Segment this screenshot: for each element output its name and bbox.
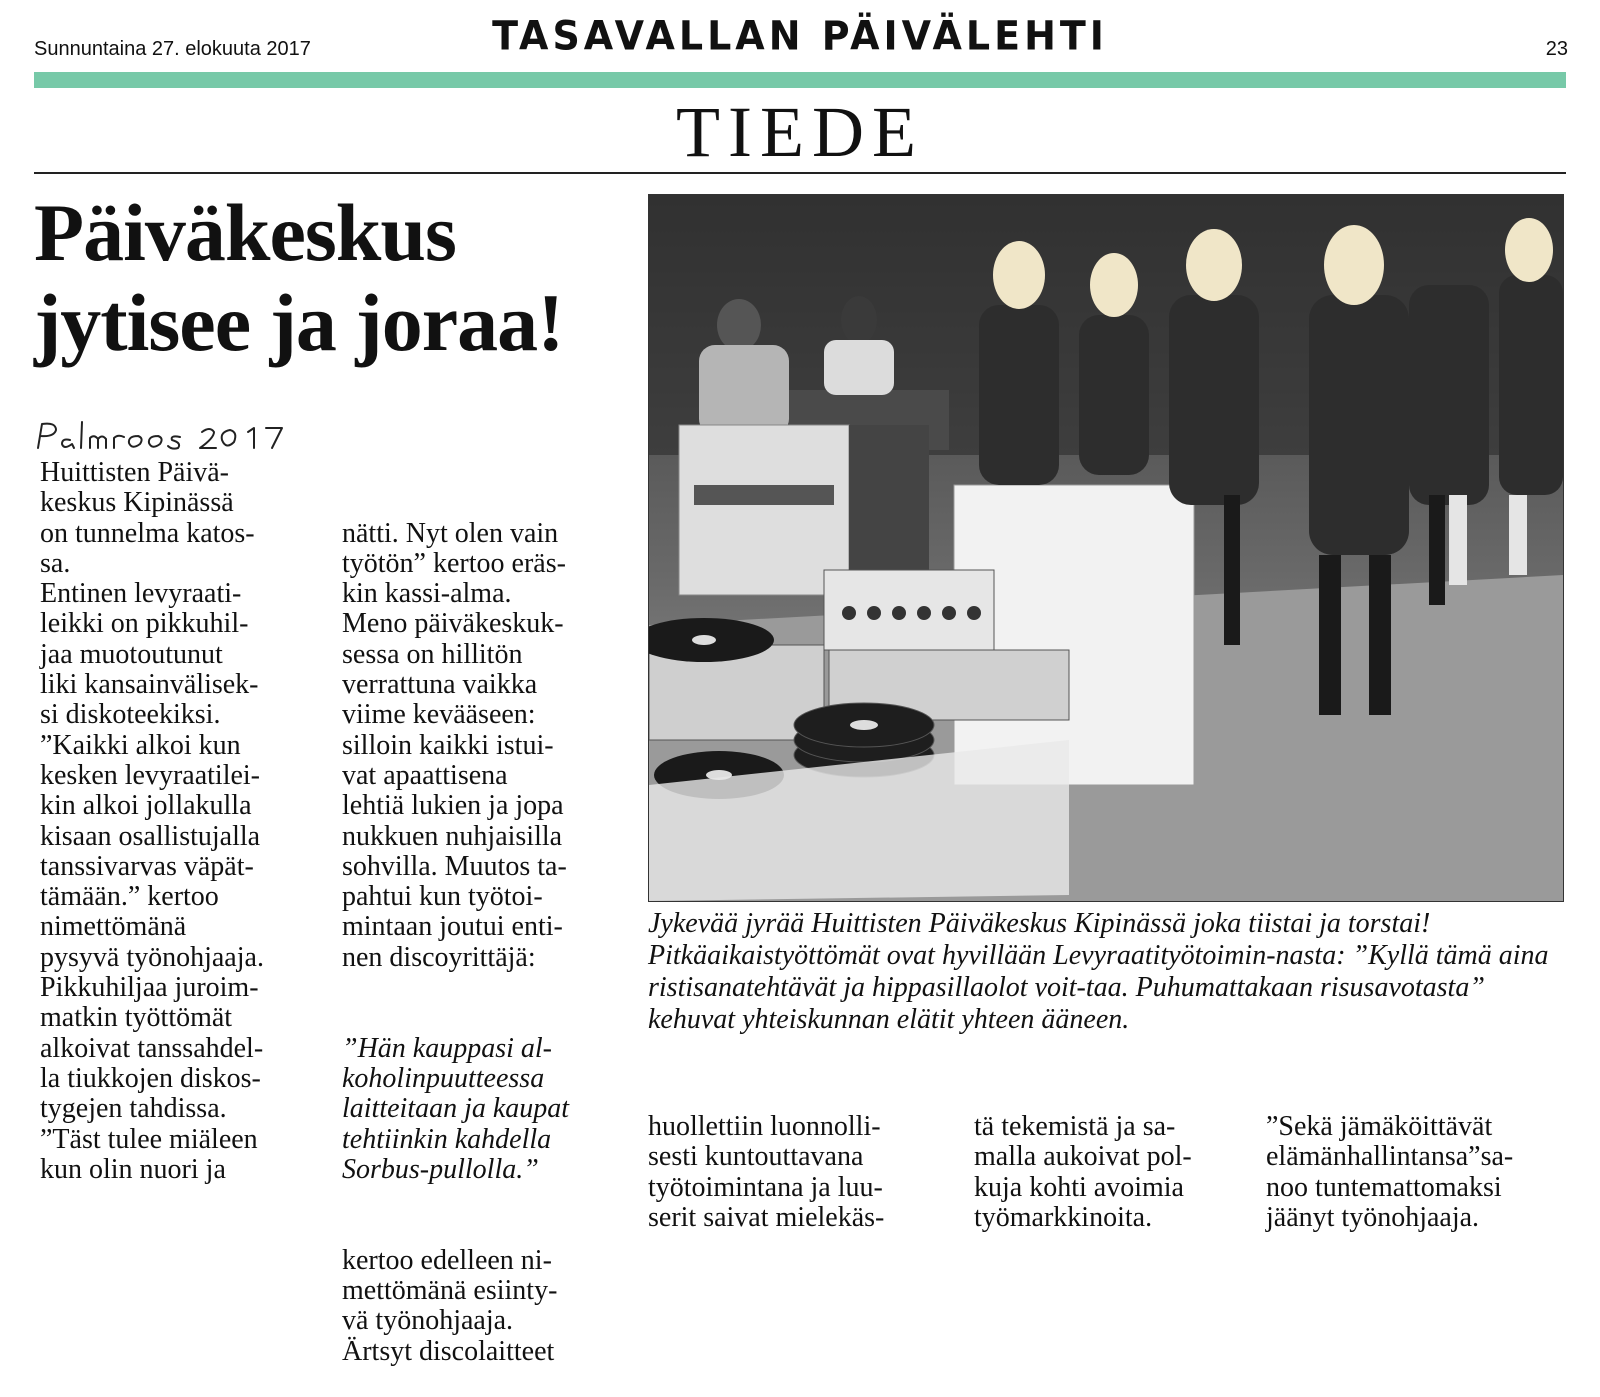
article-column-1: Huittisten Päivä- keskus Kipinässä on tunnelma katos- sa. Entinen levyraati- leikki on pikkuhil- jaa muotoutunut liki kansainvälisek- si diskoteekiksi. ”Kaikki alkoi kun kesken levyraatilei- kin alkoi jollakulla kisaan osallistujalla tanssivarvas väpät- tämään.” kertoo nimettömänä pysyvä työnohjaaja. Pikkuhiljaa juroim- matkin työttömät alkoivat tanssahdel- la tiukkojen diskos- tygejen tahdissa. ”Täst tulee miäleen kun olin nuori ja bbox=[40, 457, 264, 1185]
column-2-quote: ”Hän kauppasi al- koholinpuutteessa laitteitaan ja kaupat tehtiinkin kahdella Sorbus-pullolla.” bbox=[342, 1032, 570, 1185]
article-photo bbox=[648, 194, 1564, 902]
article-column-5: ”Sekä jämäköittävät elämänhallintansa”sa- noo tuntemattomaksi jäänyt työnohjaaja. bbox=[1266, 1111, 1514, 1233]
column-2-text-continued: kertoo edelleen ni- mettömänä esiinty- vä työnohjaaja. Ärtsyt discolaitteet bbox=[342, 1244, 558, 1367]
column-2-text: nätti. Nyt olen vain työtön” kertoo eräs- kin kassi-alma. Meno päiväkeskuk- sessa on hillitön verrattuna vaikka viime kevääseen: silloin kaikki istui- vat apaattisena lehtiä lukien ja jopa nukkuen nuhjaisilla sohvilla. Muutos ta- pahtui kun työtoi- mintaan joutui enti- nen discoyrittäjä: bbox=[342, 517, 567, 973]
masthead: TASAVALLAN PÄIVÄLEHTI bbox=[492, 12, 1108, 60]
article-column-4: tä tekemistä ja sa- malla aukoivat pol- kuja kohti avoimia työmarkkinoita. bbox=[974, 1111, 1192, 1233]
article-column-3: huollettiin luonnolli- sesti kuntouttavana työtoimintana ja luu- serit saivat mielekäs- bbox=[648, 1111, 885, 1233]
masthead-rule bbox=[34, 72, 1566, 88]
article-column-2 bbox=[342, 458, 569, 1397]
photo-caption: Jykevää jyrää Huittisten Päiväkeskus Kipinässä joka tiistai ja torstai! Pitkäaikaistyöttömät ovat hyvillään Levyraatityötoimin-nasta: ”Kyllä tämä aina ristisanatehtävät ja hippasillaolot voit-taa. Puhumattakaan risusavotasta” kehuvat yhteiskunnan elätit yhteen ääneen. bbox=[648, 908, 1549, 1035]
headline-line-2: jytisee ja joraa! bbox=[34, 277, 564, 368]
issue-date: Sunnuntaina 27. elokuuta 2017 bbox=[34, 38, 311, 60]
section-title: TIEDE bbox=[676, 92, 924, 172]
section-divider bbox=[34, 172, 1566, 174]
page-number: 23 bbox=[1545, 38, 1568, 60]
author-signature bbox=[34, 418, 314, 454]
headline-line-1: Päiväkeskus bbox=[34, 187, 456, 278]
article-headline bbox=[34, 188, 634, 368]
